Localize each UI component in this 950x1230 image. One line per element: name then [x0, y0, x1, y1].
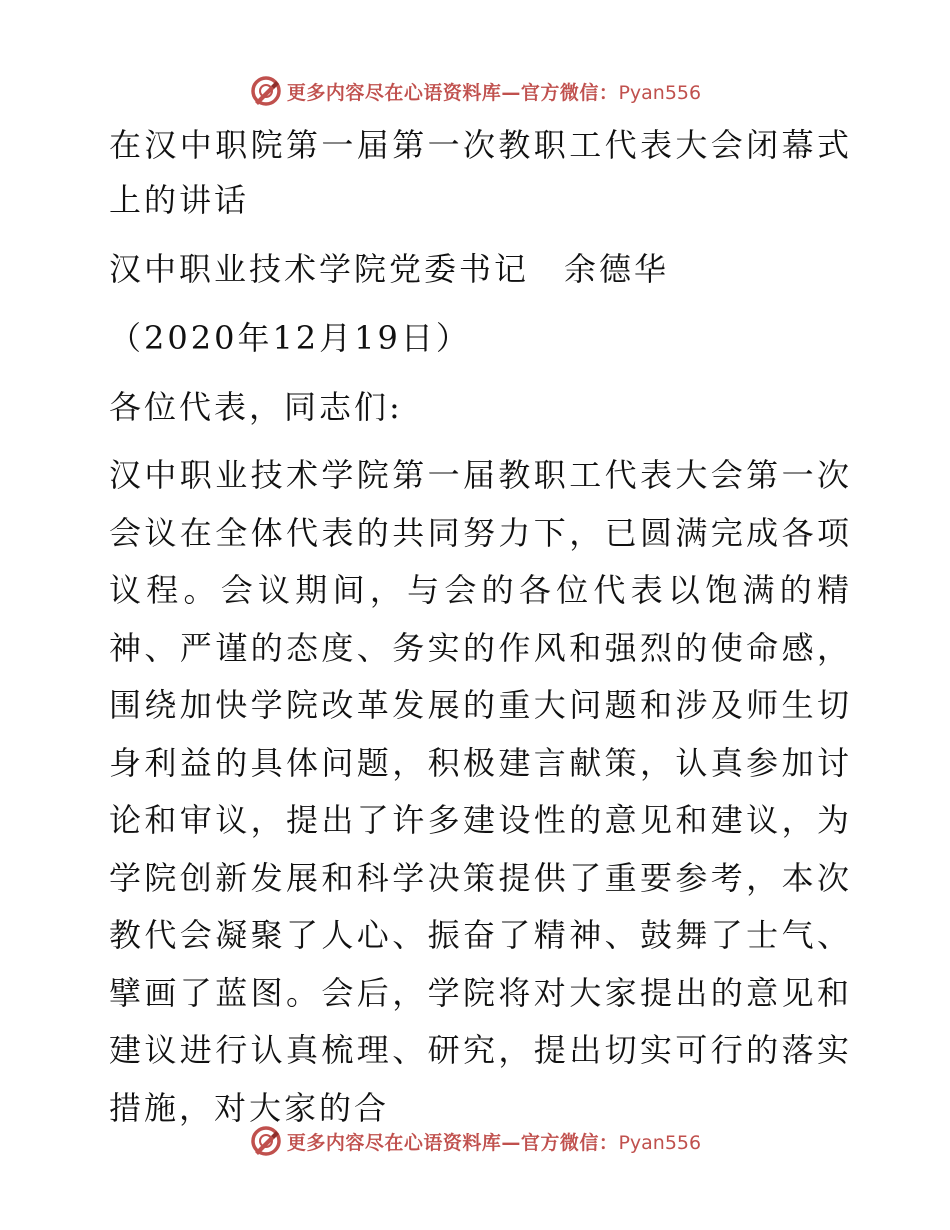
- document-date: （2020年12月19日）: [109, 319, 471, 357]
- document-author: 汉中职业技术学院党委书记 余德华: [109, 250, 670, 288]
- header-watermark-banner: [0, 71, 950, 111]
- document-paragraph: 汉中职业技术学院第一届教职工代表大会第一次会议在全体代表的共同努力下，已圆满完成各项议程。会议期间，与会的各位代表以饱满的精神、严谨的态度、务实的作风和强烈的使命感，围绕加快学院改革发展的重大问题和涉及师生切身利益的具体问题，积极建言献策，认真参加讨论和审议，提出了许多建设性的意见和建议，为学院创新发展和科学决策提供了重要参考，本次教代会凝聚了人心、振奋了精神、鼓舞了士气、擘画了蓝图。会后，学院将对大家提出的意见和建议进行认真梳理、研究，提出切实可行的落实措施，对大家的合: [109, 456, 852, 1127]
- document-title: 在汉中职院第一届第一次教职工代表大会闭幕式上的讲话: [109, 126, 852, 219]
- document-greeting: 各位代表，同志们:: [109, 388, 403, 426]
- watermark-text: 更多内容尽在心语资料库—官方微信：Pyan556: [286, 1131, 702, 1154]
- document-body: [97, 118, 852, 1151]
- footer-watermark-banner: [0, 1121, 950, 1161]
- watermark-text: 更多内容尽在心语资料库—官方微信：Pyan556: [286, 81, 702, 104]
- pen-logo-icon: [249, 74, 283, 108]
- pen-logo-icon: [249, 1124, 283, 1158]
